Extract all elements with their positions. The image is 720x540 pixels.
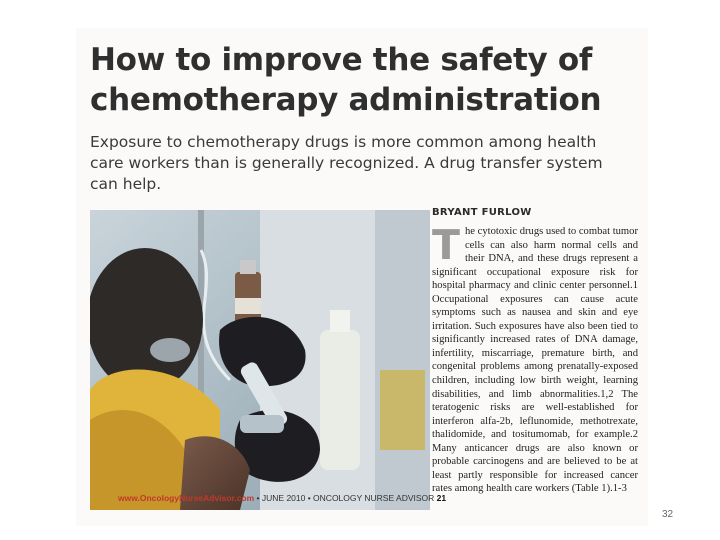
magazine-page [76,28,648,526]
article-byline: BRYANT FURLOW [432,207,532,218]
article-body-text: he cytotoxic drugs used to combat tumor cells can also harm normal cells and their DNA, and these drugs represent a significant occupational exposure risk for hospital pharmacy and clinic center personnel.1 Occupational exposures can cause acute symptoms such as nausea and skin and eye irritation. Such exposures have also been tied to significantly increased rates of DNA damage, infertility, miscarriage, premature birth, and congenital problems among prenatally-exposed children, including low birth weight, learning disabilities, and limb abnormalities.1,2 The teratogenic risks are well-established for interferon alfa-2b, leflunomide, methotrexate, thalidomide, and tositumomab, for example.2 Many anticancer drugs are also known or probable carcinogens and are believed to be at least partly responsible for increased cancer rates among health care workers (Table 1).1-3 [432,226,638,495]
footer-url: www.OncologyNurseAdvisor.com [118,493,255,503]
page-footer [118,493,446,503]
article-body [432,225,638,513]
article-title-line-1: How to improve the safety of [90,42,593,78]
article-photo [90,210,430,510]
article-title-line-2: chemotherapy administration [90,82,602,118]
slide-number: 32 [662,509,674,520]
footer-page-number: 21 [436,493,447,503]
article-deck: Exposure to chemotherapy drugs is more common among health care workers than is generally recognized. A drug transfer system can help. [90,133,603,193]
article-title [90,40,601,120]
footer-issue-text: • JUNE 2010 • ONCOLOGY NURSE ADVISOR [254,493,437,503]
drop-cap: T [432,225,460,269]
